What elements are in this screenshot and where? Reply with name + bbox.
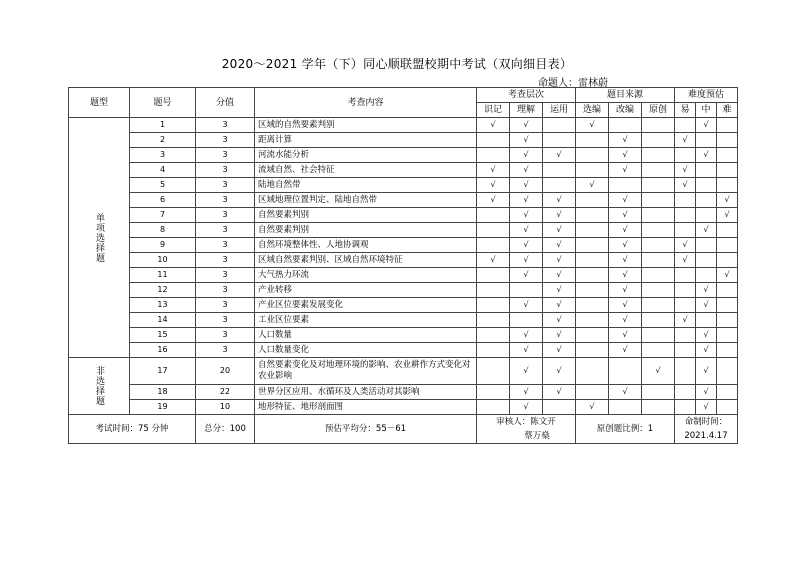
mark-source-selected: √	[576, 118, 609, 133]
header-level-apply: 运用	[543, 103, 576, 118]
question-number: 3	[130, 148, 196, 163]
question-content: 流域自然、社会特征	[255, 163, 477, 178]
mark-diff-medium	[696, 133, 717, 148]
header-type: 题型	[69, 88, 130, 118]
header-diff-easy: 易	[675, 103, 696, 118]
footer-total: 总分：100	[196, 415, 255, 444]
mark-source-adapted	[609, 400, 642, 415]
header-row-1	[69, 88, 738, 103]
mark-level-understand: √	[510, 223, 543, 238]
mark-diff-medium: √	[696, 298, 717, 313]
spec-table	[68, 87, 738, 444]
mark-diff-hard	[717, 400, 738, 415]
question-content: 工业区位要素	[255, 313, 477, 328]
mark-level-understand: √	[510, 163, 543, 178]
mark-diff-easy: √	[675, 253, 696, 268]
question-number: 1	[130, 118, 196, 133]
mark-level-recall	[477, 385, 510, 400]
page-title: 2020～2021 学年（下）同心顺联盟校期中考试（双向细目表）	[221, 57, 573, 71]
mark-level-recall	[477, 358, 510, 385]
mark-source-selected	[576, 193, 609, 208]
mark-level-apply	[543, 118, 576, 133]
question-number: 9	[130, 238, 196, 253]
footer-time: 考试时间：75 分钟	[69, 415, 196, 444]
question-score: 3	[196, 148, 255, 163]
mark-level-recall	[477, 268, 510, 283]
mark-source-adapted: √	[609, 343, 642, 358]
mark-diff-hard	[717, 298, 738, 313]
mark-level-understand	[510, 313, 543, 328]
mark-diff-hard	[717, 163, 738, 178]
question-content: 自然要素变化及对地理环境的影响、农业耕作方式变化对农业影响	[255, 358, 477, 385]
mark-diff-hard: √	[717, 268, 738, 283]
mark-level-understand	[510, 283, 543, 298]
footer-date-label: 命制时间：	[684, 417, 728, 427]
header-level-group: 考查层次	[477, 88, 576, 103]
mark-diff-easy	[675, 298, 696, 313]
header-number: 题号	[130, 88, 196, 118]
footer-reviewer-line2: 蔡万燊	[524, 431, 550, 441]
mark-level-apply: √	[543, 253, 576, 268]
mark-level-apply: √	[543, 268, 576, 283]
mark-diff-hard	[717, 238, 738, 253]
mark-diff-hard	[717, 253, 738, 268]
mark-level-understand: √	[510, 148, 543, 163]
mark-level-understand: √	[510, 328, 543, 343]
table-row	[69, 253, 738, 268]
table-row	[69, 298, 738, 313]
mark-source-selected	[576, 385, 609, 400]
header-level-understand: 理解	[510, 103, 543, 118]
table-row	[69, 283, 738, 298]
mark-diff-hard	[717, 385, 738, 400]
mark-source-adapted: √	[609, 313, 642, 328]
mark-level-recall: √	[477, 193, 510, 208]
mark-diff-easy	[675, 358, 696, 385]
mark-diff-hard	[717, 313, 738, 328]
question-score: 3	[196, 238, 255, 253]
question-number: 17	[130, 358, 196, 385]
mark-diff-hard	[717, 118, 738, 133]
mark-diff-easy	[675, 328, 696, 343]
mark-diff-hard	[717, 343, 738, 358]
table-row	[69, 208, 738, 223]
mark-source-selected	[576, 268, 609, 283]
question-score: 3	[196, 283, 255, 298]
mark-diff-hard	[717, 283, 738, 298]
mark-source-original	[642, 328, 675, 343]
mark-level-understand: √	[510, 208, 543, 223]
mark-diff-easy	[675, 193, 696, 208]
question-number: 8	[130, 223, 196, 238]
mark-source-original	[642, 148, 675, 163]
table-row	[69, 178, 738, 193]
header-diff-medium: 中	[696, 103, 717, 118]
mark-source-selected	[576, 148, 609, 163]
mark-level-recall	[477, 298, 510, 313]
mark-diff-medium: √	[696, 343, 717, 358]
mark-diff-medium	[696, 313, 717, 328]
mark-diff-easy: √	[675, 313, 696, 328]
header-content: 考查内容	[255, 88, 477, 118]
mark-source-original	[642, 238, 675, 253]
footer-row	[69, 415, 738, 444]
table-row	[69, 268, 738, 283]
question-content: 地形特征、地形剖面图	[255, 400, 477, 415]
question-number: 13	[130, 298, 196, 313]
mark-diff-easy	[675, 148, 696, 163]
question-score: 3	[196, 298, 255, 313]
mark-diff-easy	[675, 268, 696, 283]
mark-source-adapted: √	[609, 268, 642, 283]
footer-reviewer	[477, 415, 576, 444]
question-content: 区域自然要素判别、区域自然环境特征	[255, 253, 477, 268]
mark-level-apply: √	[543, 238, 576, 253]
mark-diff-medium	[696, 268, 717, 283]
mark-source-selected	[576, 328, 609, 343]
mark-level-apply: √	[543, 223, 576, 238]
mark-level-apply: √	[543, 208, 576, 223]
mark-diff-medium: √	[696, 358, 717, 385]
question-score: 3	[196, 163, 255, 178]
mark-diff-medium: √	[696, 400, 717, 415]
mark-source-original	[642, 268, 675, 283]
mark-source-original	[642, 283, 675, 298]
mark-source-adapted	[609, 178, 642, 193]
mark-source-original: √	[642, 358, 675, 385]
mark-source-selected	[576, 283, 609, 298]
mark-level-understand: √	[510, 133, 543, 148]
mark-level-apply	[543, 400, 576, 415]
mark-diff-easy: √	[675, 178, 696, 193]
mark-source-adapted: √	[609, 223, 642, 238]
mark-source-adapted: √	[609, 328, 642, 343]
mark-level-apply: √	[543, 298, 576, 313]
question-score: 22	[196, 385, 255, 400]
table-row	[69, 193, 738, 208]
mark-diff-medium: √	[696, 118, 717, 133]
mark-level-apply: √	[543, 313, 576, 328]
mark-source-selected	[576, 238, 609, 253]
table-row	[69, 148, 738, 163]
mark-source-adapted: √	[609, 208, 642, 223]
question-content: 产业转移	[255, 283, 477, 298]
mark-source-adapted: √	[609, 385, 642, 400]
mark-source-adapted	[609, 358, 642, 385]
question-score: 3	[196, 118, 255, 133]
mark-level-recall	[477, 400, 510, 415]
question-number: 5	[130, 178, 196, 193]
table-row	[69, 400, 738, 415]
mark-source-selected	[576, 133, 609, 148]
mark-source-original	[642, 223, 675, 238]
question-number: 18	[130, 385, 196, 400]
header-score: 分值	[196, 88, 255, 118]
question-number: 2	[130, 133, 196, 148]
mark-diff-easy	[675, 223, 696, 238]
mark-source-selected	[576, 343, 609, 358]
table-row	[69, 385, 738, 400]
question-score: 3	[196, 223, 255, 238]
question-number: 11	[130, 268, 196, 283]
mark-diff-easy	[675, 400, 696, 415]
mark-diff-easy	[675, 385, 696, 400]
mark-diff-medium	[696, 163, 717, 178]
footer-date-value: 2021.4.17	[684, 431, 728, 441]
mark-level-recall	[477, 343, 510, 358]
mark-level-recall: √	[477, 178, 510, 193]
question-score: 3	[196, 178, 255, 193]
mark-source-adapted: √	[609, 163, 642, 178]
mark-diff-medium: √	[696, 223, 717, 238]
question-content: 大气热力环流	[255, 268, 477, 283]
mark-level-apply: √	[543, 328, 576, 343]
mark-source-adapted: √	[609, 283, 642, 298]
question-number: 16	[130, 343, 196, 358]
mark-source-original	[642, 313, 675, 328]
mark-diff-hard: √	[717, 208, 738, 223]
header-source-selected: 选编	[576, 103, 609, 118]
question-score: 3	[196, 313, 255, 328]
header-source-adapted: 改编	[609, 103, 642, 118]
mark-diff-easy	[675, 283, 696, 298]
question-content: 自然要素判别	[255, 208, 477, 223]
mark-level-apply	[543, 178, 576, 193]
mark-source-original	[642, 133, 675, 148]
question-content: 河流水能分析	[255, 148, 477, 163]
mark-level-recall	[477, 223, 510, 238]
question-content: 自然要素判别	[255, 223, 477, 238]
mark-diff-hard	[717, 358, 738, 385]
mark-diff-medium	[696, 238, 717, 253]
question-content: 人口数量变化	[255, 343, 477, 358]
section-label: 非选择题	[69, 358, 130, 415]
mark-source-selected	[576, 298, 609, 313]
mark-source-original	[642, 253, 675, 268]
mark-diff-medium	[696, 208, 717, 223]
question-score: 3	[196, 193, 255, 208]
mark-level-recall	[477, 313, 510, 328]
question-number: 12	[130, 283, 196, 298]
table-row	[69, 223, 738, 238]
mark-level-apply: √	[543, 343, 576, 358]
mark-source-adapted	[609, 118, 642, 133]
author-name: 雷林蔚	[578, 78, 608, 89]
section-label: 单项选择题	[69, 118, 130, 358]
mark-source-selected	[576, 358, 609, 385]
mark-level-understand: √	[510, 178, 543, 193]
footer-reviewer-line1: 审核人：陈文开	[496, 417, 556, 427]
mark-source-adapted: √	[609, 298, 642, 313]
question-number: 6	[130, 193, 196, 208]
mark-source-adapted: √	[609, 238, 642, 253]
header-source-group: 题目来源	[576, 88, 675, 103]
footer-ratio: 原创题比例：1	[576, 415, 675, 444]
mark-level-apply: √	[543, 148, 576, 163]
mark-source-selected	[576, 208, 609, 223]
mark-source-original	[642, 343, 675, 358]
mark-diff-medium	[696, 193, 717, 208]
question-content: 距离计算	[255, 133, 477, 148]
question-content: 产业区位要素发展变化	[255, 298, 477, 313]
mark-diff-easy: √	[675, 238, 696, 253]
table-row	[69, 133, 738, 148]
question-number: 14	[130, 313, 196, 328]
question-score: 3	[196, 133, 255, 148]
table-row	[69, 313, 738, 328]
mark-source-original	[642, 400, 675, 415]
mark-diff-easy	[675, 118, 696, 133]
table-row	[69, 163, 738, 178]
question-score: 3	[196, 328, 255, 343]
mark-diff-hard: √	[717, 193, 738, 208]
mark-level-understand: √	[510, 385, 543, 400]
question-number: 15	[130, 328, 196, 343]
mark-level-apply: √	[543, 283, 576, 298]
mark-level-understand: √	[510, 193, 543, 208]
mark-level-apply: √	[543, 358, 576, 385]
mark-diff-easy: √	[675, 133, 696, 148]
mark-source-original	[642, 298, 675, 313]
mark-source-original	[642, 208, 675, 223]
mark-source-original	[642, 163, 675, 178]
mark-level-apply: √	[543, 193, 576, 208]
mark-source-selected	[576, 313, 609, 328]
table-row	[69, 118, 738, 133]
mark-diff-hard	[717, 328, 738, 343]
mark-level-recall: √	[477, 163, 510, 178]
mark-diff-hard	[717, 133, 738, 148]
mark-diff-medium	[696, 253, 717, 268]
header-difficulty-group: 难度预估	[675, 88, 738, 103]
mark-level-recall	[477, 148, 510, 163]
mark-level-understand: √	[510, 238, 543, 253]
mark-diff-medium	[696, 178, 717, 193]
mark-diff-medium: √	[696, 148, 717, 163]
mark-source-adapted: √	[609, 253, 642, 268]
question-score: 3	[196, 253, 255, 268]
question-number: 10	[130, 253, 196, 268]
footer-avg: 预估平均分：55－61	[255, 415, 477, 444]
table-row	[69, 343, 738, 358]
question-score: 20	[196, 358, 255, 385]
mark-level-recall	[477, 283, 510, 298]
question-content: 区域地理位置判定、陆地自然带	[255, 193, 477, 208]
mark-source-original	[642, 118, 675, 133]
mark-source-original	[642, 178, 675, 193]
question-number: 19	[130, 400, 196, 415]
mark-level-recall: √	[477, 253, 510, 268]
mark-source-original	[642, 193, 675, 208]
mark-level-understand: √	[510, 358, 543, 385]
question-content: 世界分区应用、水循环及人类活动对其影响	[255, 385, 477, 400]
mark-diff-hard	[717, 148, 738, 163]
table-row	[69, 358, 738, 385]
mark-level-understand: √	[510, 400, 543, 415]
question-score: 3	[196, 208, 255, 223]
mark-level-recall	[477, 133, 510, 148]
mark-diff-easy: √	[675, 163, 696, 178]
mark-diff-easy	[675, 208, 696, 223]
question-content: 自然环境整体性、人地协调观	[255, 238, 477, 253]
mark-level-recall	[477, 238, 510, 253]
mark-diff-medium: √	[696, 328, 717, 343]
question-content: 人口数量	[255, 328, 477, 343]
mark-source-selected	[576, 253, 609, 268]
mark-source-selected: √	[576, 178, 609, 193]
question-score: 3	[196, 343, 255, 358]
footer-date	[675, 415, 738, 444]
mark-level-understand: √	[510, 253, 543, 268]
question-score: 3	[196, 268, 255, 283]
mark-level-apply: √	[543, 385, 576, 400]
question-content: 陆地自然带	[255, 178, 477, 193]
mark-source-adapted: √	[609, 133, 642, 148]
mark-level-understand: √	[510, 268, 543, 283]
question-number: 4	[130, 163, 196, 178]
mark-source-original	[642, 385, 675, 400]
mark-level-understand: √	[510, 343, 543, 358]
header-diff-hard: 难	[717, 103, 738, 118]
header-source-original: 原创	[642, 103, 675, 118]
mark-level-recall	[477, 208, 510, 223]
question-score: 10	[196, 400, 255, 415]
mark-source-selected	[576, 163, 609, 178]
header-level-recall: 识记	[477, 103, 510, 118]
mark-level-understand: √	[510, 118, 543, 133]
mark-level-recall	[477, 328, 510, 343]
table-row	[69, 328, 738, 343]
table-row	[69, 238, 738, 253]
author-label: 命题人：	[538, 78, 578, 89]
mark-diff-hard	[717, 223, 738, 238]
question-content: 区域的自然要素判别	[255, 118, 477, 133]
mark-level-apply	[543, 163, 576, 178]
mark-level-apply	[543, 133, 576, 148]
mark-diff-easy	[675, 343, 696, 358]
mark-diff-medium: √	[696, 283, 717, 298]
mark-diff-hard	[717, 178, 738, 193]
mark-source-adapted: √	[609, 193, 642, 208]
mark-source-selected: √	[576, 400, 609, 415]
mark-diff-medium: √	[696, 385, 717, 400]
mark-source-selected	[576, 223, 609, 238]
mark-level-recall: √	[477, 118, 510, 133]
question-number: 7	[130, 208, 196, 223]
mark-source-adapted: √	[609, 148, 642, 163]
mark-level-understand: √	[510, 298, 543, 313]
